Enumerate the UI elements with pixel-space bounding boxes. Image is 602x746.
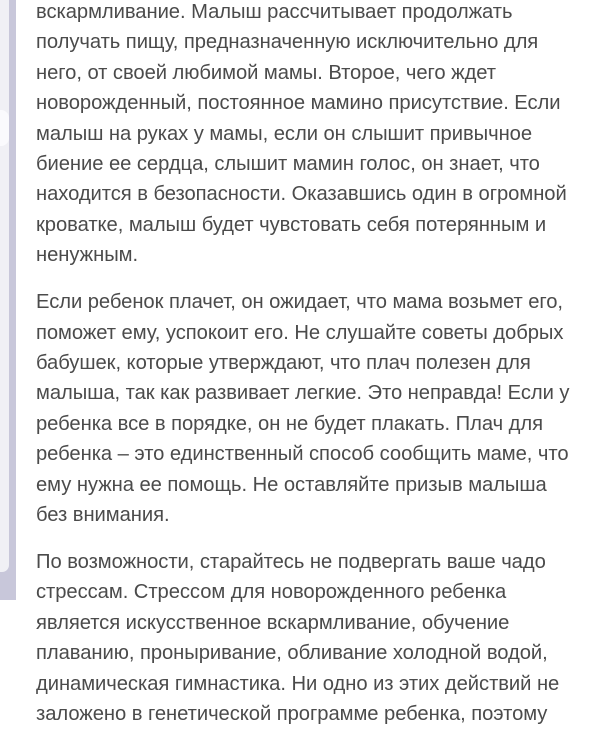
paragraph-3 (36, 547, 596, 729)
text-line: ненужным. (36, 244, 139, 267)
text-line: получать пищу, предназначенную исключительно для (36, 31, 539, 54)
paragraph-2 (36, 287, 596, 530)
text-line: По возможности, старайтесь не подвергать ваше чадо (36, 550, 546, 573)
text-line: ему нужна ее помощь. Не оставляйте призыв малыша (36, 473, 547, 496)
side-panel-edge[interactable] (0, 0, 9, 572)
text-line: ребенка все в порядке, он не будет плакать. Плач для (36, 412, 543, 435)
text-line: ребенка – это единственный способ сообщить маме, что (36, 443, 569, 466)
text-line: вскармливание. Малыш рассчитывает продолжать (36, 1, 513, 23)
text-line: малыш на руках у мамы, если он слышит привычное (36, 122, 533, 145)
text-line: плаванию, проныривание, обливание холодной водой, (36, 642, 548, 665)
text-line: кроватке, малыш будет чувстовать себя потерянным и (36, 213, 547, 236)
paragraph-1 (36, 0, 596, 271)
text-line: без внимания. (36, 504, 170, 526)
text-line: является искусственное вскармливание, обучение (36, 611, 510, 634)
text-line: него, от своей любимой мамы. Второе, чего ждет (36, 61, 497, 84)
text-line: заложено в генетической программе ребенка, поэтому (36, 702, 548, 725)
text-line: находится в безопасности. Оказавшись один в огромной (36, 183, 567, 206)
side-panel-highlight (0, 110, 9, 146)
text-line: новорожденный, постоянное мамино присутствие. Если (36, 92, 561, 115)
text-line: стрессам. Стрессом для новорожденного ребенка (36, 581, 507, 604)
text-line: малыша, так как развивает легкие. Это неправда! Если у (36, 382, 570, 405)
article-body (36, 0, 596, 746)
text-line: Если ребенок плачет, он ожидает, что мама возьмет его, (36, 291, 563, 314)
text-line: поможет ему, успокоит его. Не слушайте советы добрых (36, 321, 564, 344)
text-line: биение ее сердца, слышит мамин голос, он знает, что (36, 153, 540, 176)
text-line: динамическая гимнастика. Ни одно из этих действий не (36, 672, 560, 695)
text-line: бабушек, которые утверждают, что плач полезен для (36, 351, 531, 374)
